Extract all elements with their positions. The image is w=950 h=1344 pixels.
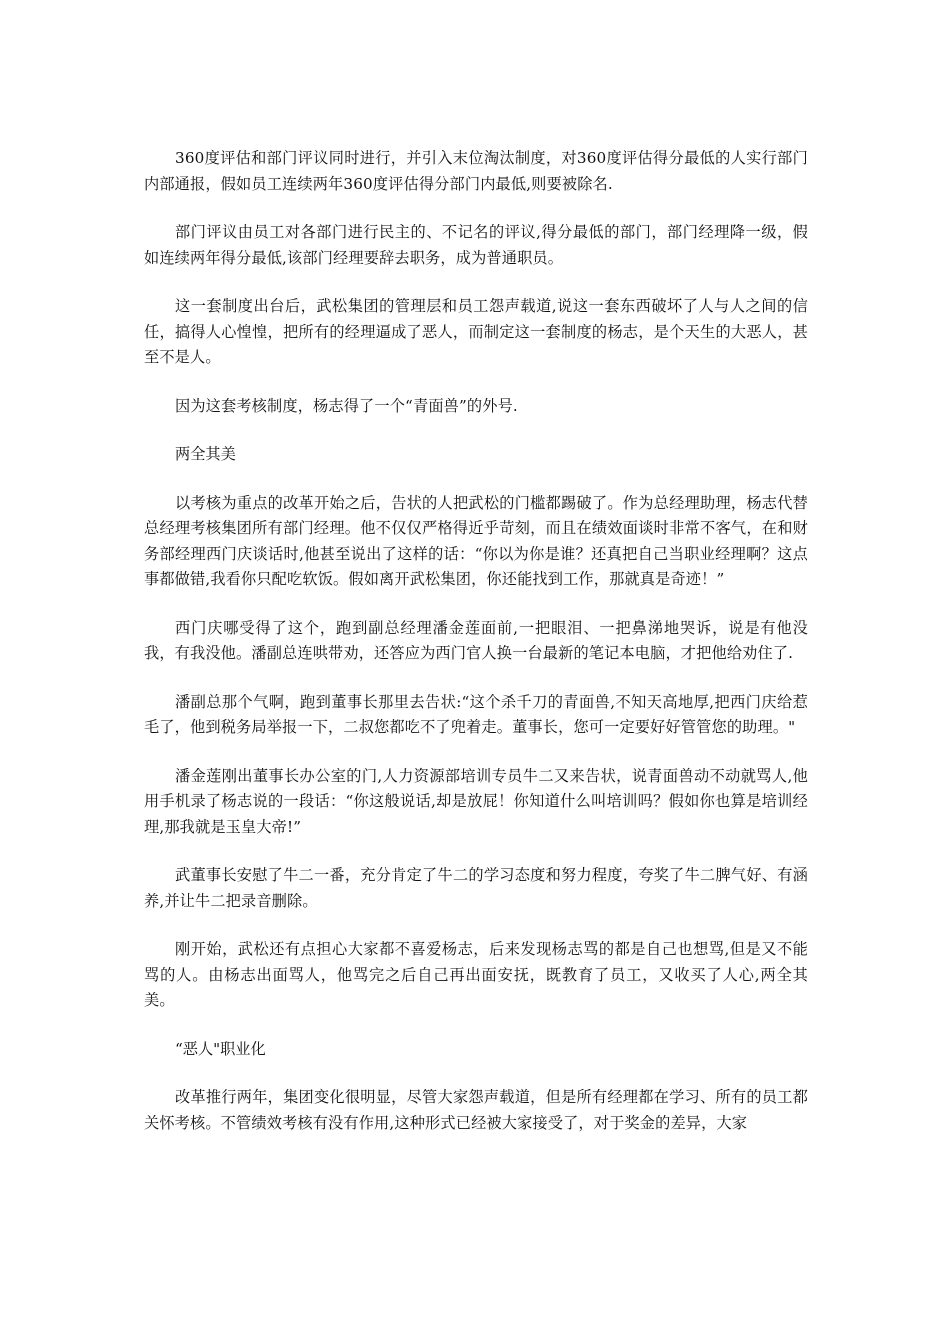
paragraph-wusong-strategy: 刚开始，武松还有点担心大家都不喜爱杨志，后来发现杨志骂的都是自己也想骂,但是又不能骂的人。由杨志出面骂人，他骂完之后自己再出面安抚，既教育了员工，又收买了人心,两全其美。 [144, 940, 808, 1009]
section-heading-villain-professional: “恶人"职业化 [175, 1039, 266, 1058]
section-heading-win-win: 两全其美 [175, 445, 236, 463]
paragraph-reform-complaints: 以考核为重点的改革开始之后，告状的人把武松的门槛都踢破了。作为总经理助理，杨志代替总经理考核集团所有部门经理。他不仅仅严格得近乎苛刻，而且在绩效面谈时非常不客气，在和财务部经理西门庆谈话时,他甚至说出了这样的话：“你以为你是谁？还真把自己当职业经理啊？这点事都做错,我看你只配吃软饭。假如离开武松集团，你还能找到工作，那就真是奇迹！” [144, 493, 808, 588]
paragraph-360-evaluation: 360度评估和部门评议同时进行，并引入末位淘汰制度，对360度评估得分最低的人实行部门内部通报，假如员工连续两年360度评估得分部门内最低,则要被除名. [144, 149, 808, 193]
paragraph-nickname: 因为这套考核制度，杨志得了一个“青面兽”的外号. [175, 396, 518, 415]
paragraph-department-review: 部门评议由员工对各部门进行民主的、不记名的评议,得分最低的部门，部门经理降一级，假如连续两年得分最低,该部门经理要辞去职务，成为普通职员。 [144, 223, 808, 267]
paragraph-niuer-complaint: 潘金莲刚出董事长办公室的门,人力资源部培训专员牛二又来告状，说青面兽动不动就骂人,他用手机录了杨志说的一段话：“你这般说话,却是放屁！你知道什么叫培训吗？假如你也算是培训经理,那我就是玉皇大帝!” [144, 766, 808, 836]
paragraph-chairman-comfort: 武董事长安慰了牛二一番，充分肯定了牛二的学习态度和努力程度，夸奖了牛二脾气好、有涵养,并让牛二把录音删除。 [144, 866, 808, 910]
paragraph-ximen-complaint: 西门庆哪受得了这个，跑到副总经理潘金莲面前,一把眼泪、一把鼻涕地哭诉，说是有他没我，有我没他。潘副总连哄带劝，还答应为西门官人换一台最新的笔记本电脑，才把他给劝住了. [144, 618, 808, 662]
paragraph-system-reaction: 这一套制度出台后，武松集团的管理层和员工怨声载道,说这一套东西破坏了人与人之间的信任，搞得人心惶惶，把所有的经理逼成了恶人，而制定这一套制度的杨志，是个天生的大恶人，甚至不是人。 [144, 297, 808, 366]
document-page [144, 146, 808, 1159]
paragraph-reform-results: 改革推行两年，集团变化很明显，尽管大家怨声载道，但是所有经理都在学习、所有的员工都关怀考核。不管绩效考核有没有作用,这种形式已经被大家接受了，对于奖金的差异，大家 [144, 1088, 808, 1132]
paragraph-pan-complaint: 潘副总那个气啊，跑到董事长那里去告状:“这个杀千刀的青面兽,不知天高地厚,把西门庆给惹毛了，他到税务局举报一下，二叔您都吃不了兜着走。董事长，您可一定要好好管管您的助理。" [144, 692, 808, 736]
